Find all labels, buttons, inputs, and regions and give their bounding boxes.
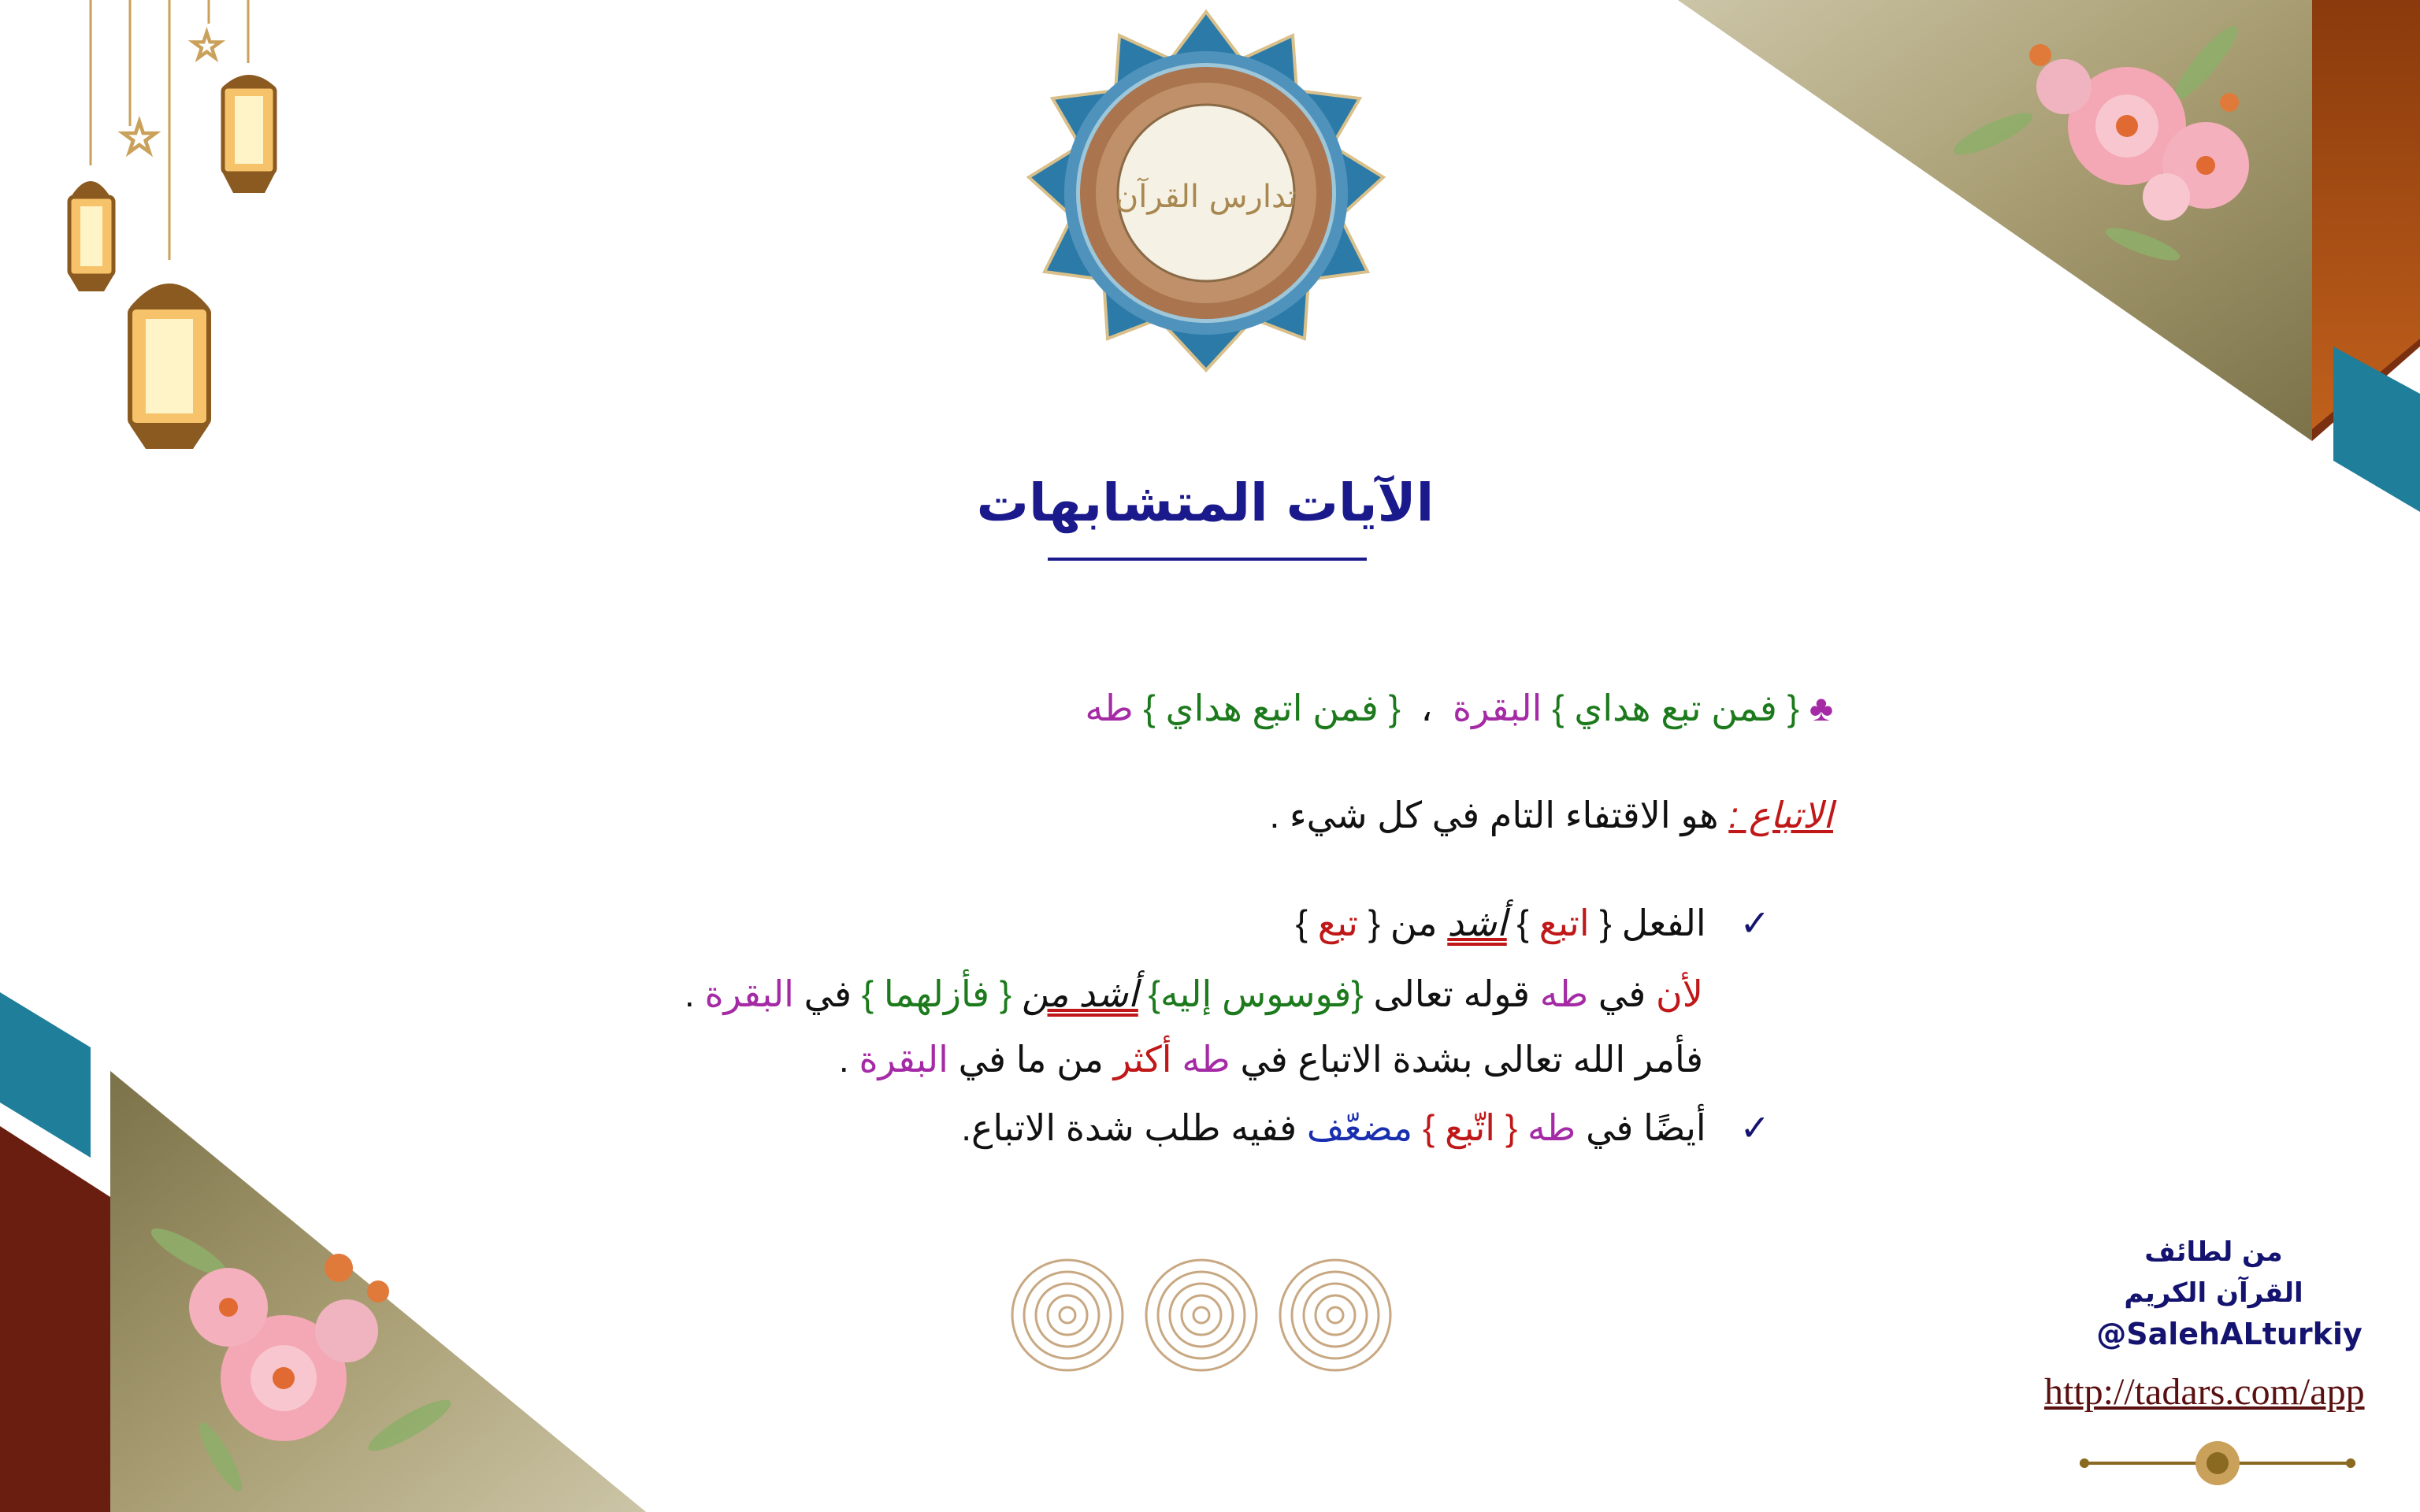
verse-2: { فمن اتبع هداي }: [1143, 687, 1401, 728]
reason1-e: {فوسوس إليه}: [1148, 973, 1364, 1014]
reason2-a: فأمر الله تعالى بشدة الاتباع في: [1240, 1039, 1703, 1080]
reason2-c: أكثر: [1113, 1039, 1172, 1080]
point2-b: طه: [1527, 1107, 1576, 1148]
title-underline: [1048, 558, 1367, 561]
point-1: [1296, 902, 1770, 944]
reason1-d: قوله تعالى: [1373, 973, 1531, 1014]
reason1-g: { فأزلهما }: [861, 973, 1012, 1014]
footer-line-1: من لطائف: [2144, 1236, 2283, 1268]
point-1-t6: من: [1390, 902, 1438, 943]
definition-text: هو الاقتفاء التام في كل شيء .: [1269, 795, 1719, 836]
point2-e: ففيه طلب شدة الاتباع.: [961, 1107, 1297, 1148]
point-2: [961, 1106, 1770, 1149]
definition-term: الاتباع :: [1728, 795, 1833, 836]
surah-2: طه: [1085, 687, 1134, 728]
point-1-t3: اتبع: [1538, 902, 1590, 943]
surah-1: البقرة: [1453, 687, 1542, 728]
definition-line: [1269, 794, 1833, 836]
point-1-t7: {: [1368, 902, 1381, 943]
verse-line: [1085, 687, 1833, 729]
reason1-h: في: [804, 973, 852, 1014]
reason-line-1: [685, 973, 1703, 1015]
footer-handle: @SalehALturkiy: [2096, 1317, 2362, 1351]
reason2-b: طه: [1182, 1039, 1230, 1080]
reason2-d: من ما في: [958, 1039, 1104, 1080]
separator: ،: [1420, 687, 1433, 728]
lanterns-decoration: [47, 0, 299, 457]
reason1-b: في: [1598, 973, 1646, 1014]
mandala-ornaments: [1008, 1252, 1418, 1378]
point-1-t4: }: [1516, 902, 1529, 943]
verse-1: { فمن تبع هداي }: [1552, 687, 1800, 728]
flowers-top-right: [1946, 8, 2277, 276]
point-1-t1: الفعل: [1621, 902, 1706, 943]
footer-line-2: القرآن الكريم: [2124, 1277, 2303, 1309]
point2-a: أيضًا في: [1586, 1107, 1706, 1148]
point-1-t5: أشد: [1447, 902, 1507, 943]
reason-line-2: [839, 1038, 1703, 1080]
reason1-c: طه: [1539, 973, 1589, 1014]
reason1-f: أشد من: [1021, 973, 1138, 1014]
reason1-a: لأن: [1655, 973, 1703, 1014]
reason1-j: .: [684, 973, 695, 1014]
svg-text:☆: ☆: [118, 110, 161, 165]
page-title: الآيات المتشابهات: [976, 472, 1435, 533]
check-icon-2: ✓: [1739, 1107, 1770, 1148]
club-bullet: ♣: [1809, 687, 1833, 728]
reason2-e: البقرة: [859, 1039, 948, 1080]
point-1-t8: تبع: [1317, 902, 1358, 943]
tadars-emblem: [1021, 8, 1391, 378]
reason1-i: البقرة: [704, 973, 794, 1014]
footer-url-link[interactable]: http://tadars.com/app: [2044, 1371, 2365, 1413]
footer-divider-ornament: [2080, 1432, 2355, 1495]
emblem-calligraphy: تدارس القرآن: [1115, 179, 1297, 215]
check-icon: ✓: [1739, 902, 1770, 943]
reason2-f: .: [838, 1039, 849, 1080]
point2-c: { اتّبع }: [1422, 1107, 1518, 1148]
flowers-bottom-left: [142, 1221, 473, 1504]
point-1-t2: {: [1599, 902, 1612, 943]
point-1-t9: }: [1295, 902, 1308, 943]
point2-d: مضعّف: [1306, 1107, 1413, 1148]
svg-text:☆: ☆: [189, 23, 225, 69]
